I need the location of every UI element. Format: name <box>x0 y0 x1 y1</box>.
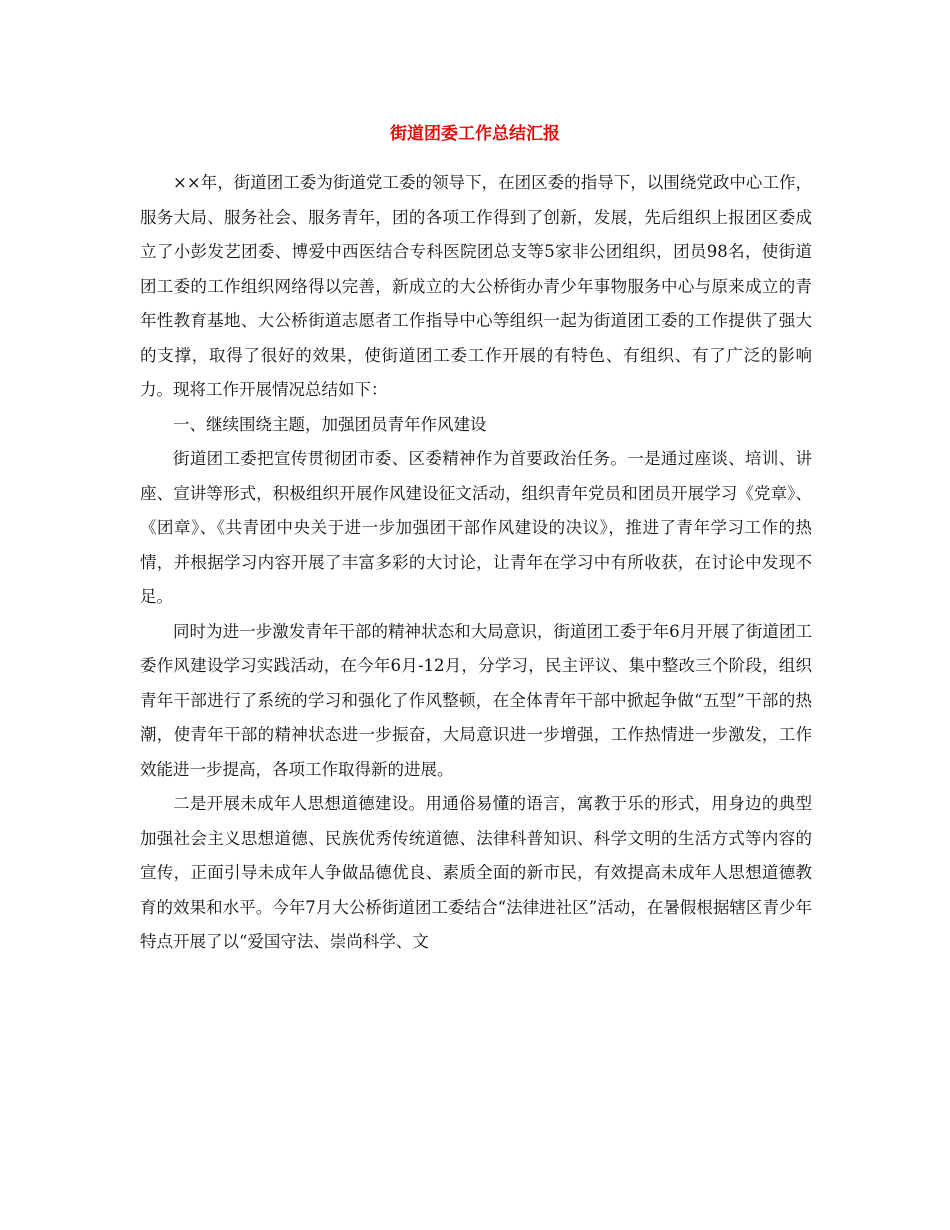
paragraph-minors-morality: 二是开展未成年人思想道德建设。用通俗易懂的语言，寓教于乐的形式，用身边的典型加强社会主义思想道德、民族优秀传统道德、法律科普知识、科学文明的生活方式等内容的宣传，正面引导未成年人争做品德优良、素质全面的新市民，有效提高未成年人思想道德教育的效果和水平。今年7月大公桥街道团工委结合“法律进社区”活动，在暑假根据辖区青少年特点开展了以“爱国守法、崇尚科学、文 <box>140 794 812 951</box>
paragraph-style-building: 同时为进一步激发青年干部的精神状态和大局意识，街道团工委于年6月开展了街道团工委作风建设学习实践活动，在今年6月-12月，分学习，民主评议、集中整改三个阶段，组织青年干部进行了系统的学习和强化了作风整顿，在全体青年干部中掀起争做“五型”干部的热潮，使青年干部的精神状态进一步振奋，大局意识进一步增强，工作热情进一步激发，工作效能进一步提高，各项工作取得新的进展。 <box>140 621 812 779</box>
paragraph-intro: ××年，街道团工委为街道党工委的领导下，在团区委的指导下，以围绕党政中心工作，服务大局、服务社会、服务青年，团的各项工作得到了创新，发展，先后组织上报团区委成立了小彭发艺团委、博爱中西医结合专科医院团总支等5家非公团组织，团员98名，使街道团工委的工作组织网络得以完善，新成立的大公桥街办青少年事物服务中心与原来成立的青年性教育基地、大公桥街道志愿者工作指导中心等组织一起为街道团工委的工作提供了强大的支撑，取得了很好的效果，使街道团工委工作开展的有特色、有组织、有了广泛的影响力。现将工作开展情况总结如下： <box>140 173 812 399</box>
document-title: 街道团委工作总结汇报 <box>390 124 560 144</box>
document-body <box>140 166 812 960</box>
paragraph-study: 街道团工委把宣传贯彻团市委、区委精神作为首要政治任务。一是通过座谈、培训、讲座、宣讲等形式，积极组织开展作风建设征文活动，组织青年党员和团员开展学习《党章》、《团章》、《共青团中央关于进一步加强团干部作风建设的决议》，推进了青年学习工作的热情，并根据学习内容开展了丰富多彩的大讨论，让青年在学习中有所收获，在讨论中发现不足。 <box>140 449 812 606</box>
section-heading-1: 一、继续围绕主题，加强团员青年作风建设 <box>173 414 487 434</box>
